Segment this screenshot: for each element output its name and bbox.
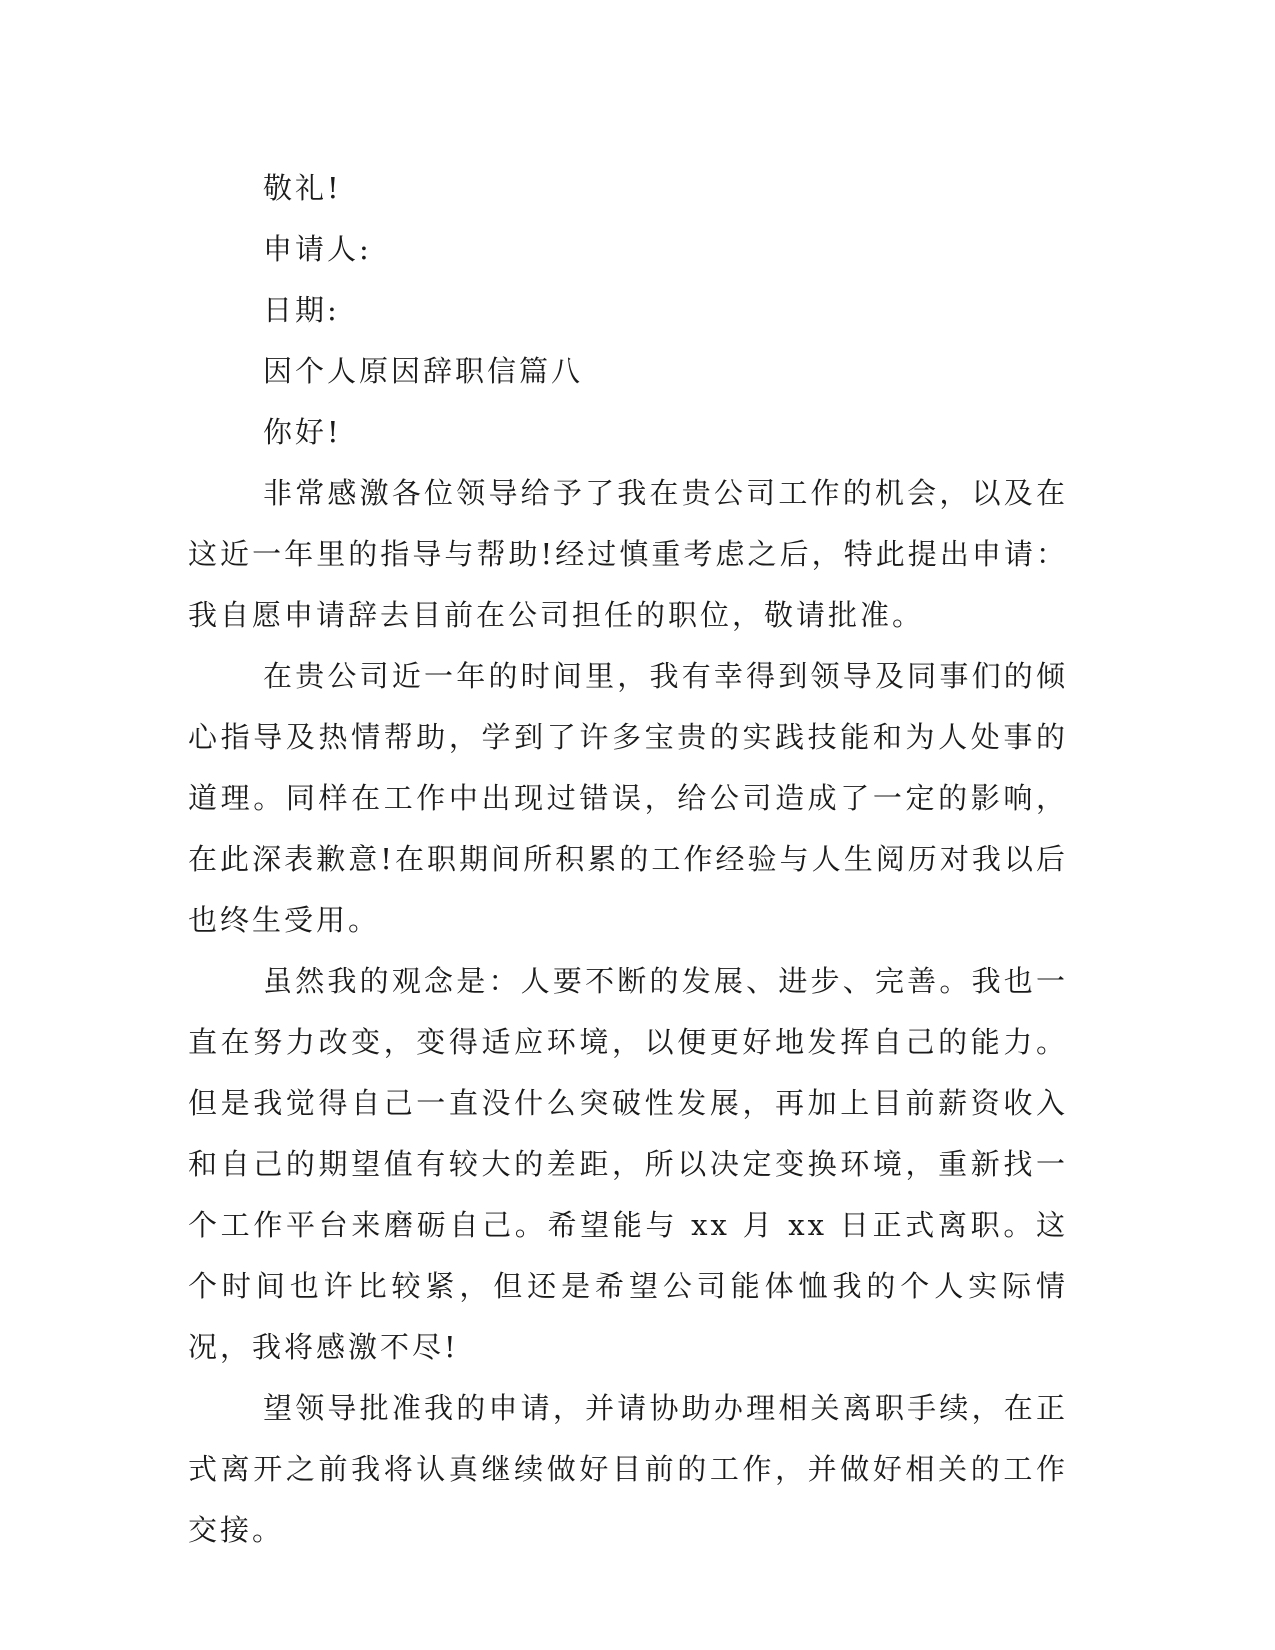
applicant-label: 申请人:	[263, 232, 372, 266]
paragraph-1: 非常感激各位领导给予了我在贵公司工作的机会，以及在这近一年里的指导与帮助!经过慎重考虑之后，特此提出申请：我自愿申请辞去目前在公司担任的职位，敬请批准。	[188, 476, 1068, 632]
paragraph-2: 在贵公司近一年的时间里，我有幸得到领导及同事们的倾心指导及热情帮助，学到了许多宝贵的实践技能和为人处事的道理。同样在工作中出现过错误，给公司造成了一定的影响，在此深表歉意!在职期间所积累的工作经验与人生阅历对我以后也终生受用。	[188, 659, 1068, 937]
section-title: 因个人原因辞职信篇八	[263, 354, 584, 388]
paragraph-3: 虽然我的观念是：人要不断的发展、进步、完善。我也一直在努力改变，变得适应环境，以便更好地发挥自己的能力。但是我觉得自己一直没什么突破性发展，再加上目前薪资收入和自己的期望值有较大的差距，所以决定变换环境，重新找一个工作平台来磨砺自己。希望能与 xx 月 xx 日正式离职。这个时间也许比较紧，但还是希望公司能体恤我的个人实际情况，我将感激不尽!	[188, 964, 1068, 1364]
date-label: 日期:	[263, 293, 340, 327]
greeting: 你好!	[263, 415, 342, 449]
paragraph-4: 望领导批准我的申请，并请协助办理相关离职手续，在正式离开之前我将认真继续做好目前的工作，并做好相关的工作交接。	[188, 1391, 1068, 1547]
closing-line: 敬礼!	[263, 171, 342, 205]
letter-body	[188, 158, 1068, 1561]
